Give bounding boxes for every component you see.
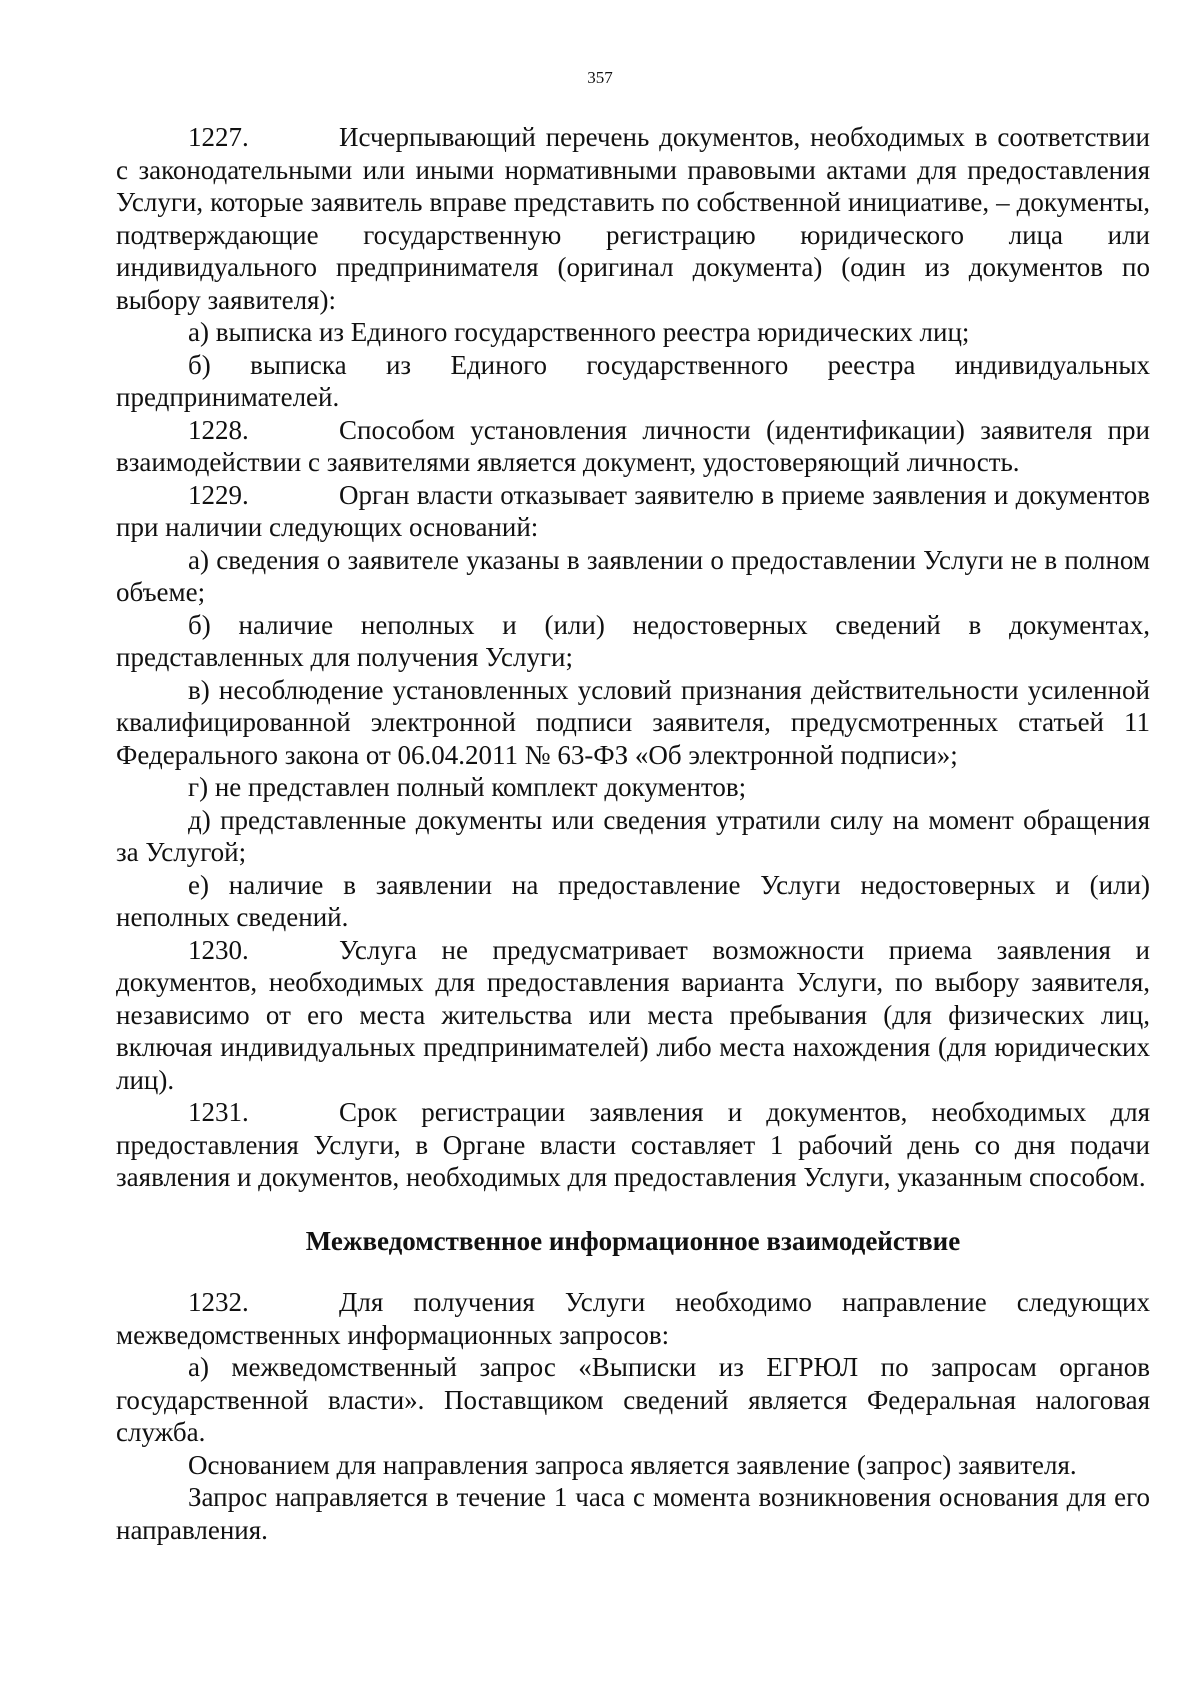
clause-number: 1230. (188, 934, 249, 965)
list-item-e: е) наличие в заявлении на предоставление Услуги недостоверных и (или) неполных сведений. (116, 869, 1150, 932)
clause-1228 (116, 414, 1150, 479)
paragraph: Запрос направляется в течение 1 часа с момента возникновения основания для его направления. (116, 1482, 1150, 1545)
clause-1232 (116, 1286, 1150, 1351)
clause-text: Способом установления личности (идентификации) заявителя при взаимодействии с заявителями является документ, удостоверяющий личность. (116, 414, 1150, 477)
list-item-b: б) выписка из Единого государственного реестра индивидуальных предпринимателей. (116, 349, 1150, 412)
clause-text: Орган власти отказывает заявителю в приеме заявления и документов при наличии следующих оснований: (116, 479, 1150, 542)
list-item-a: а) межведомственный запрос «Выписки из ЕГРЮЛ по запросам органов государственной власти». Поставщиком сведений является Федеральная налоговая служба. (116, 1352, 1150, 1447)
document-body (116, 121, 1150, 1546)
clause-text: Срок регистрации заявления и документов, необходимых для предоставления Услуги, в Органе власти составляет 1 рабочий день со дня подачи заявления и документов, необходимых для предоставления Услуги, указанным способом. (116, 1097, 1150, 1192)
list-item-d: д) представленные документы или сведения утратили силу на момент обращения за Услугой; (116, 804, 1150, 867)
list-item-b: б) наличие неполных и (или) недостоверных сведений в документах, представленных для получения Услуги; (116, 609, 1150, 672)
list-item-a: а) сведения о заявителе указаны в заявлении о предоставлении Услуги не в полном объеме; (116, 544, 1150, 607)
clause-number: 1231. (188, 1097, 249, 1127)
paragraph: Основанием для направления запроса является заявление (запрос) заявителя. (188, 1449, 1077, 1480)
clause-text: Услуга не предусматривает возможности приема заявления и документов, необходимых для предоставления варианта Услуги, по выбору заявителя, независимо от его места жительства или места пребывания (для физических лиц, включая индивидуальных предпринимателей) либо места нахождения (для юридических лиц). (116, 934, 1150, 1095)
clause-number: 1229. (188, 479, 249, 510)
clause-1231 (116, 1096, 1150, 1194)
clause-number: 1227. (188, 122, 249, 152)
clause-number: 1232. (188, 1287, 249, 1317)
clause-1227 (116, 121, 1150, 316)
clause-text: Исчерпывающий перечень документов, необходимых в соответствии с законодательными или иными нормативными правовыми актами для предоставления Услуги, которые заявитель вправе представить по собственной инициативе, – документы, подтверждающие государственную регистрацию юридического лица или индивидуального предпринимателя (оригинал документа) (один из документов по выбору заявителя): (116, 122, 1150, 315)
section-heading: Межведомственное информационное взаимодействие (305, 1225, 961, 1256)
clause-number: 1228. (188, 414, 249, 445)
list-item-v: в) несоблюдение установленных условий признания действительности усиленной квалифицированной электронной подписи заявителя, предусмотренных статьей 11 Федерального закона от 06.04.2011 № 63-ФЗ «Об электронной подписи»; (116, 674, 1150, 770)
clause-text: Для получения Услуги необходимо направление следующих межведомственных информационных запросов: (116, 1287, 1150, 1350)
page-number: 357 (587, 68, 613, 87)
list-item-g: г) не представлен полный комплект документов; (188, 772, 747, 802)
list-item-a: а) выписка из Единого государственного реестра юридических лиц; (188, 317, 970, 347)
clause-1230 (116, 934, 1150, 1097)
clause-1229 (116, 479, 1150, 544)
